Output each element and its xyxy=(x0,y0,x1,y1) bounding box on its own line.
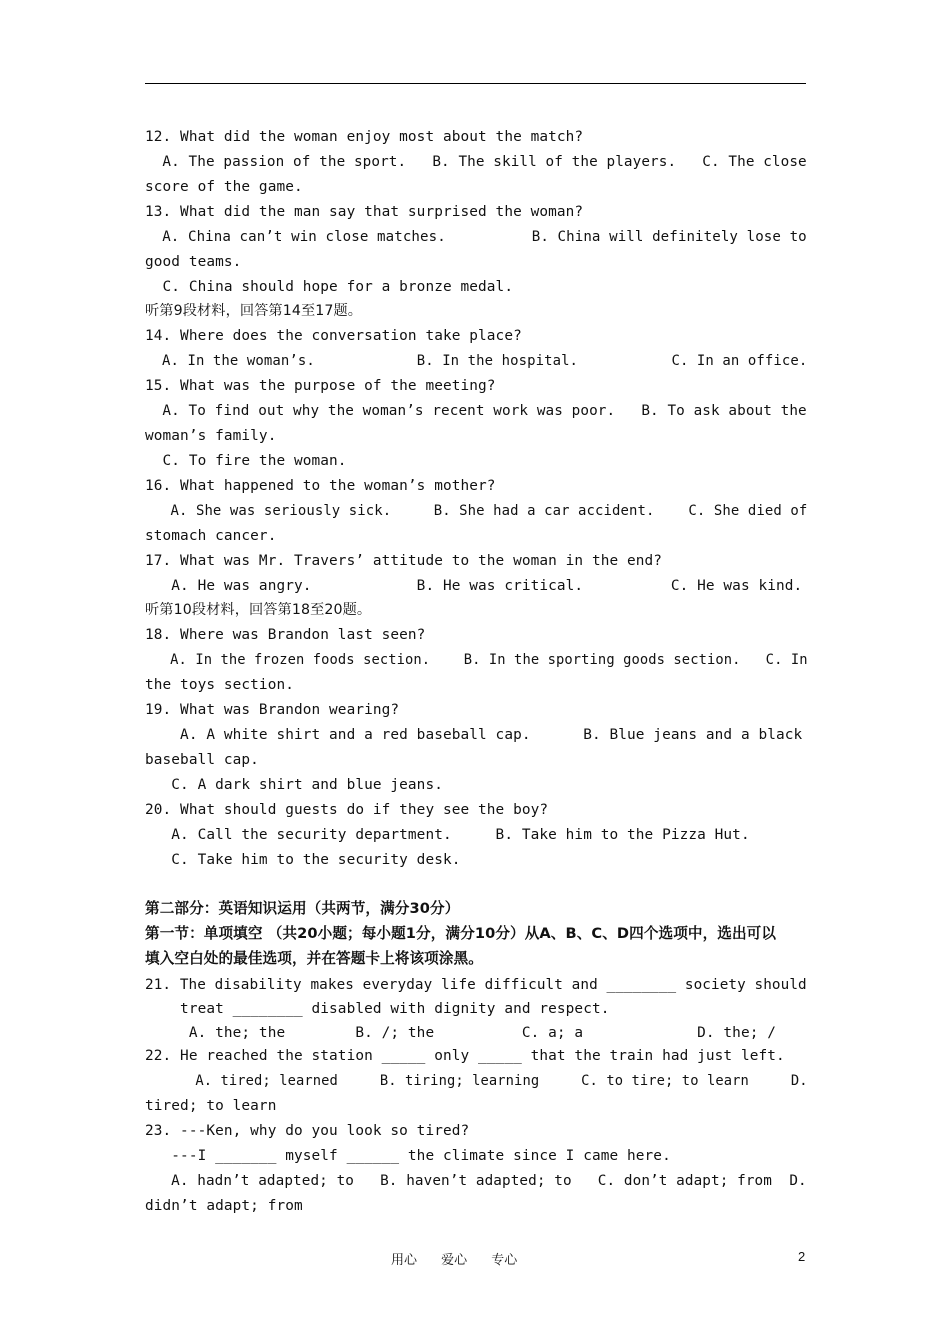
options-15-line2: woman’s family. xyxy=(145,428,277,444)
page-footer: 用心 爱心 专心 xyxy=(391,1253,518,1268)
question-18: 18. Where was Brandon last seen? xyxy=(145,627,426,643)
subsection-title-line1: 第一节：单项填空 （共20小题；每小题1分，满分10分）从A、B、C、D四个选项中，选出可以 xyxy=(145,925,777,942)
question-16: 16. What happened to the woman’s mother? xyxy=(145,478,496,494)
options-13-line1: A. China can’t win close matches. B. China will definitely lose to xyxy=(145,229,807,245)
question-14: 14. Where does the conversation take place? xyxy=(145,328,522,344)
question-20: 20. What should guests do if they see the boy? xyxy=(145,802,549,818)
question-12: 12. What did the woman enjoy most about the match? xyxy=(145,129,584,145)
section-title: 第二部分：英语知识运用（共两节，满分30分） xyxy=(145,900,460,917)
instruction-passage-10: 听第10段材料，回答第18至20题。 xyxy=(145,602,372,618)
options-18-line1: A. In the frozen foods section. B. In the sporting goods section. C. In xyxy=(145,652,808,668)
question-23: 23. ---Ken, why do you look so tired? xyxy=(145,1123,470,1139)
question-21-line2: treat ________ disabled with dignity and respect. xyxy=(145,1001,610,1017)
options-19-line1: A. A white shirt and a red baseball cap. B. Blue jeans and a black xyxy=(145,727,803,743)
options-19-line2: baseball cap. xyxy=(145,752,259,768)
options-21: A. the; the B. /; the C. a; a D. the; / xyxy=(145,1025,776,1041)
page-number: 2 xyxy=(798,1249,806,1264)
question-19: 19. What was Brandon wearing? xyxy=(145,702,400,718)
question-23-line2: ---I _______ myself ______ the climate since I came here. xyxy=(145,1148,671,1164)
options-16-line2: stomach cancer. xyxy=(145,528,277,544)
question-21: 21. The disability makes everyday life difficult and ________ society should xyxy=(145,977,807,993)
options-18-line2: the toys section. xyxy=(145,677,294,693)
question-15: 15. What was the purpose of the meeting? xyxy=(145,378,496,394)
options-16-line1: A. She was seriously sick. B. She had a car accident. C. She died of xyxy=(145,503,808,519)
options-15-line3: C. To fire the woman. xyxy=(145,453,347,469)
options-20-line1: A. Call the security department. B. Take him to the Pizza Hut. xyxy=(145,827,750,843)
options-12-line1: A. The passion of the sport. B. The skill of the players. C. The close xyxy=(145,154,807,170)
options-12-line2: score of the game. xyxy=(145,179,303,195)
instruction-passage-9: 听第9段材料，回答第14至17题。 xyxy=(145,303,363,319)
options-23-line1: A. hadn’t adapted; to B. haven’t adapted; to C. don’t adapt; from D. xyxy=(145,1173,807,1189)
options-14: A. In the woman’s. B. In the hospital. C. In an office. xyxy=(145,353,808,369)
options-20-line2: C. Take him to the security desk. xyxy=(145,852,461,868)
subsection-title-line2: 填入空白处的最佳选项，并在答题卡上将该项涂黑。 xyxy=(145,950,483,967)
options-13-line2: good teams. xyxy=(145,254,242,270)
options-17: A. He was angry. B. He was critical. C. He was kind. xyxy=(145,578,803,594)
options-22-line2: tired; to learn xyxy=(145,1098,277,1114)
question-17: 17. What was Mr. Travers’ attitude to the woman in the end? xyxy=(145,553,663,569)
header-rule xyxy=(145,83,806,84)
options-22-line1: A. tired; learned B. tiring; learning C. to tire; to learn D. xyxy=(145,1073,808,1089)
options-15-line1: A. To find out why the woman’s recent work was poor. B. To ask about the xyxy=(145,403,807,419)
question-22: 22. He reached the station _____ only _____ that the train had just left. xyxy=(145,1048,785,1064)
options-23-line2: didn’t adapt; from xyxy=(145,1198,303,1214)
options-19-line3: C. A dark shirt and blue jeans. xyxy=(145,777,443,793)
options-13-line3: C. China should hope for a bronze medal. xyxy=(145,279,514,295)
question-13: 13. What did the man say that surprised the woman? xyxy=(145,204,584,220)
